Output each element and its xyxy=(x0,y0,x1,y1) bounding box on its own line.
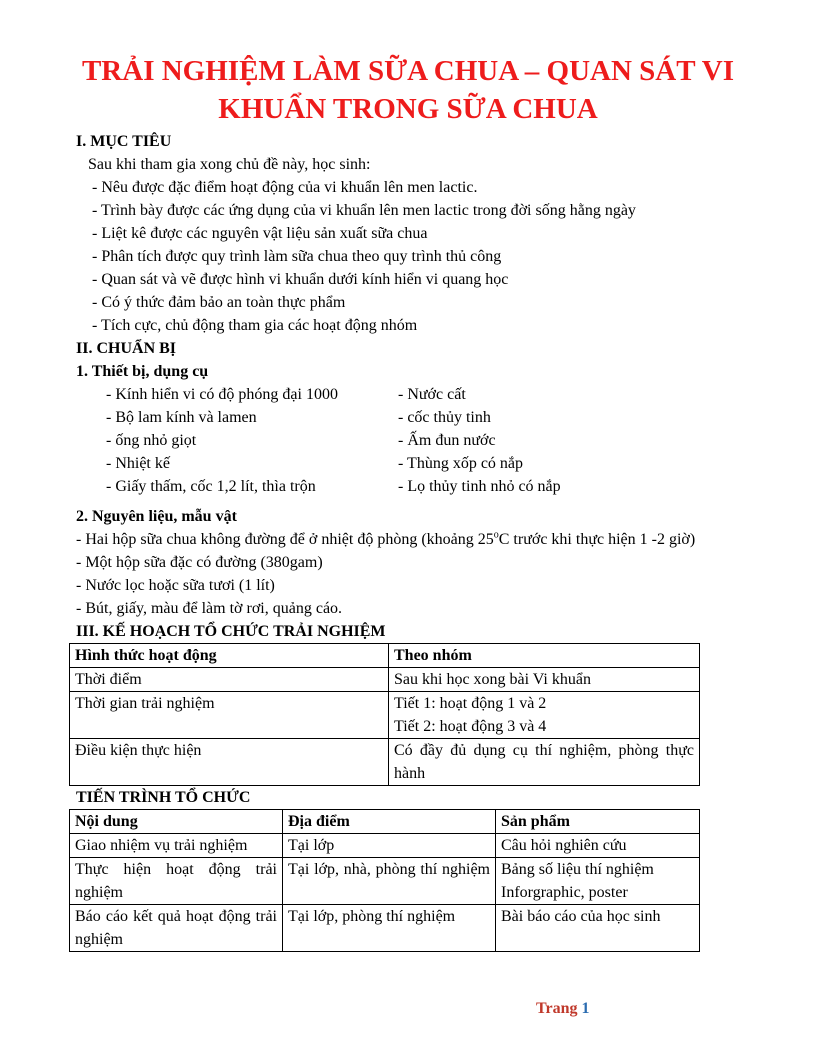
table-cell: Giao nhiệm vụ trải nghiệm xyxy=(70,834,283,858)
table-row xyxy=(70,858,700,905)
objective-item: - Liệt kê được các nguyên vật liệu sản xuất sữa chua xyxy=(92,225,428,242)
page-footer xyxy=(536,1000,589,1018)
document-body xyxy=(76,130,746,528)
table-cell: Thời gian trải nghiệm xyxy=(70,692,389,739)
table-header-cell: Sản phẩm xyxy=(496,810,700,834)
section-2-heading: II. CHUẨN BỊ xyxy=(76,340,177,357)
document-title xyxy=(40,52,776,128)
section-3-heading: III. KẾ HOẠCH TỔ CHỨC TRẢI NGHIỆM xyxy=(76,623,386,640)
equipment-item: - ống nhỏ giọt xyxy=(106,432,197,449)
equipment-item: - Nước cất xyxy=(398,386,466,403)
table-cell: Có đầy đủ dụng cụ thí nghiệm, phòng thực hành xyxy=(389,739,700,786)
table-cell: Sau khi học xong bài Vi khuẩn xyxy=(389,668,700,692)
equipment-list xyxy=(76,383,746,498)
objective-item: - Có ý thức đảm bảo an toàn thực phẩm xyxy=(92,294,346,311)
table-row xyxy=(70,668,700,692)
equipment-row xyxy=(76,383,746,406)
equipment-heading: 1. Thiết bị, dụng cụ xyxy=(76,363,209,380)
equipment-item: - Giấy thấm, cốc 1,2 lít, thìa trộn xyxy=(106,478,316,495)
table-cell: Điều kiện thực hiện xyxy=(70,739,389,786)
table-cell: Câu hỏi nghiên cứu xyxy=(496,834,700,858)
equipment-row xyxy=(76,429,746,452)
material-item: - Một hộp sữa đặc có đường (380gam) xyxy=(76,554,323,571)
page-number: 1 xyxy=(581,1000,590,1017)
material-item: - Bút, giấy, màu để làm tờ rơi, quảng cáo. xyxy=(76,600,343,617)
objectives-list xyxy=(76,176,746,337)
table-cell: Tiết 1: hoạt động 1 và 2 Tiết 2: hoạt động 3 và 4 xyxy=(389,692,700,739)
equipment-item: - cốc thủy tinh xyxy=(398,409,491,426)
material-item: - Hai hộp sữa chua không đường để ở nhiệt độ phòng (khoảng 25$^o$C trước khi thực hiện 1 -2 giờ) xyxy=(76,529,696,548)
materials-heading: 2. Nguyên liệu, mẫu vật xyxy=(76,508,237,525)
process-table xyxy=(69,809,700,952)
objective-item: - Nêu được đặc điểm hoạt động của vi khuẩn lên men lactic. xyxy=(92,179,478,196)
process-heading: TIẾN TRÌNH TỔ CHỨC xyxy=(76,789,251,806)
table-header-cell: Nội dung xyxy=(70,810,283,834)
equipment-item: - Lọ thủy tinh nhỏ có nắp xyxy=(398,478,561,495)
table-row xyxy=(70,739,700,786)
table-cell: Tại lớp, nhà, phòng thí nghiệm xyxy=(283,858,496,905)
equipment-row xyxy=(76,452,746,475)
table-header-row xyxy=(70,810,700,834)
equipment-item: - Bộ lam kính và lamen xyxy=(106,409,257,426)
table-cell: Báo cáo kết quả hoạt động trải nghiệm xyxy=(70,905,283,952)
equipment-row xyxy=(76,475,746,498)
table-row xyxy=(70,905,700,952)
table-cell: Thời điểm xyxy=(70,668,389,692)
objective-item: - Tích cực, chủ động tham gia các hoạt động nhóm xyxy=(92,317,418,334)
table-header-cell: Địa điểm xyxy=(283,810,496,834)
table-cell: Bảng số liệu thí nghiệm Inforgraphic, poster xyxy=(496,858,700,905)
objective-item: - Quan sát và vẽ được hình vi khuẩn dưới kính hiển vi quang học xyxy=(92,271,509,288)
equipment-item: - Thùng xốp có nắp xyxy=(398,455,524,472)
table-header-cell: Theo nhóm xyxy=(389,644,700,668)
objectives-intro: Sau khi tham gia xong chủ đề này, học sinh: xyxy=(88,156,371,173)
plan-table xyxy=(69,643,700,786)
table-header-cell: Hình thức hoạt động xyxy=(70,644,389,668)
objective-item: - Trình bày được các ứng dụng của vi khuẩn lên men lactic trong đời sống hằng ngày xyxy=(92,202,636,219)
equipment-item: - Kính hiển vi có độ phóng đại 1000 xyxy=(106,386,338,403)
table-header-row xyxy=(70,644,700,668)
title-line-1: TRẢI NGHIỆM LÀM SỮA CHUA – QUAN SÁT VI xyxy=(81,55,735,87)
equipment-item: - Nhiệt kế xyxy=(106,455,170,472)
table-cell: Tại lớp, phòng thí nghiệm xyxy=(283,905,496,952)
section-1-heading: I. MỤC TIÊU xyxy=(76,133,172,150)
table-row xyxy=(70,834,700,858)
table-cell: Thực hiện hoạt động trải nghiệm xyxy=(70,858,283,905)
objective-item: - Phân tích được quy trình làm sữa chua theo quy trình thủ công xyxy=(92,248,502,265)
equipment-row xyxy=(76,406,746,429)
table-cell: Tại lớp xyxy=(283,834,496,858)
title-line-2: KHUẨN TRONG SỮA CHUA xyxy=(218,93,598,125)
equipment-item: - Ấm đun nước xyxy=(398,432,496,449)
table-row xyxy=(70,692,700,739)
material-item: - Nước lọc hoặc sữa tươi (1 lít) xyxy=(76,577,275,594)
table-cell: Bài báo cáo của học sinh xyxy=(496,905,700,952)
footer-label: Trang xyxy=(536,1000,578,1017)
materials-block xyxy=(76,528,741,952)
